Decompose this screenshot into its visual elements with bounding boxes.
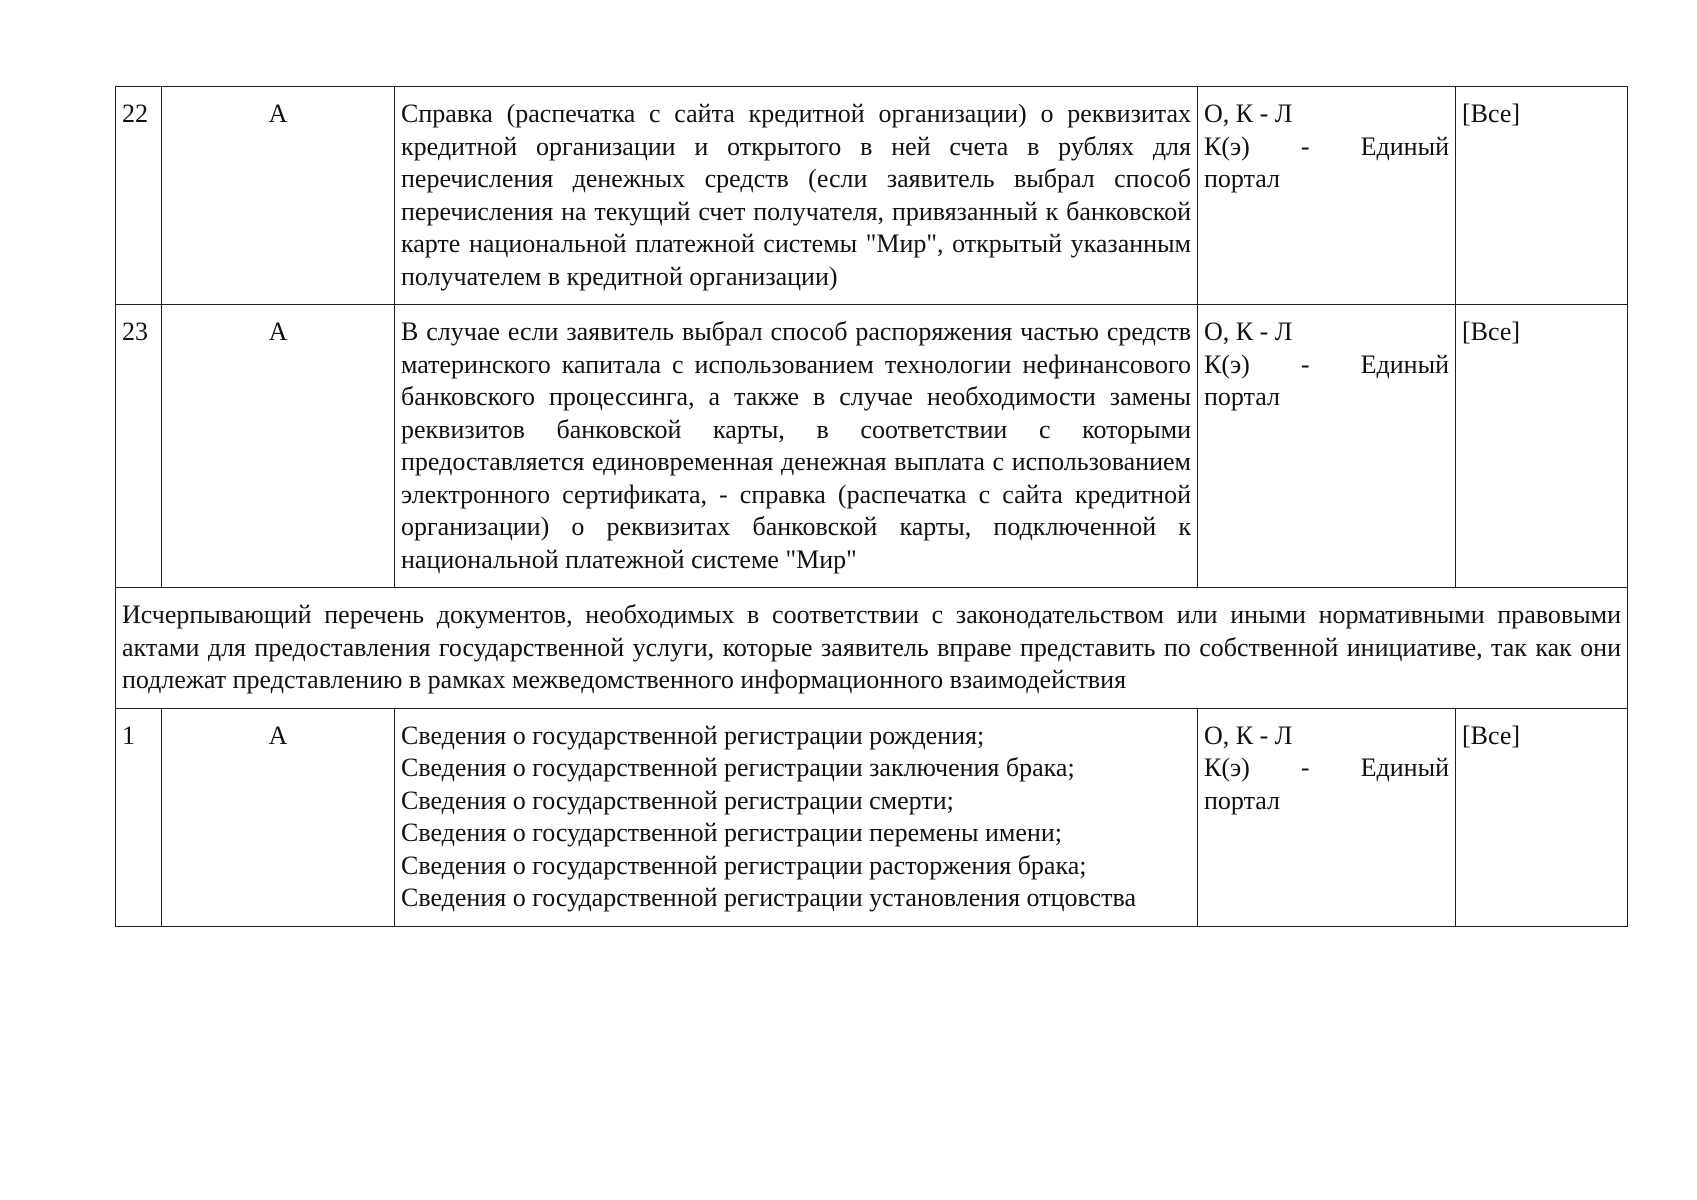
document-description bbox=[395, 708, 1198, 926]
scope-tag: [Все] bbox=[1456, 708, 1628, 926]
channel-line: портал bbox=[1204, 785, 1280, 815]
channel-line: О, К - Л bbox=[1204, 317, 1293, 346]
channel-word: Единый bbox=[1360, 349, 1449, 379]
channel-line: портал bbox=[1204, 164, 1280, 193]
channel-line bbox=[1204, 752, 1449, 785]
channel-code: К(э) bbox=[1204, 131, 1250, 161]
submission-channel bbox=[1198, 708, 1456, 926]
channel-line bbox=[1204, 349, 1449, 382]
document-description: Справка (распечатка с сайта кредитной организации) о реквизитах кредитной организации и открытого в ней счета в рублях для перечисления денежных средств (если заявитель выбрал способ перечисления на текущий счет получателя, привязанный к банковской карте национальной платежной системы "Мир", открытый указанным получателем в кредитной организации) bbox=[395, 87, 1198, 305]
channel-word: Единый bbox=[1360, 753, 1449, 782]
scope-tag: [Все] bbox=[1456, 87, 1628, 305]
channel-code: К(э) bbox=[1204, 349, 1250, 379]
documents-table bbox=[115, 86, 1628, 927]
applicant-type: А bbox=[162, 708, 395, 926]
table-row bbox=[116, 87, 1628, 305]
table-row bbox=[116, 708, 1628, 926]
submission-channel bbox=[1198, 305, 1456, 588]
table-row bbox=[116, 305, 1628, 588]
description-line: Сведения о государственной регистрации заключения брака; bbox=[401, 753, 1075, 782]
scope-tag: [Все] bbox=[1456, 305, 1628, 588]
channel-line: О, К - Л bbox=[1204, 720, 1293, 750]
document-description: В случае если заявитель выбрал способ распоряжения частью средств материнского капитала с использованием технологии нефинансового банковского процессинга, а также в случае необходимости замены реквизитов банковской карты, в соответствии с которыми предоставляется единовременная денежная выплата с использованием электронного сертификата, - справка (распечатка с сайта кредитной организации) о реквизитах банковской карты, подключенной к национальной платежной системе "Мир" bbox=[395, 305, 1198, 588]
submission-channel bbox=[1198, 87, 1456, 305]
description-line: Сведения о государственной регистрации установления отцовства bbox=[401, 883, 1136, 912]
row-number: 1 bbox=[116, 708, 162, 926]
channel-line bbox=[1204, 131, 1449, 164]
description-line: Сведения о государственной регистрации смерти; bbox=[401, 785, 954, 815]
channel-dash: - bbox=[1300, 349, 1310, 379]
channel-dash: - bbox=[1300, 753, 1310, 782]
row-number: 23 bbox=[116, 305, 162, 588]
description-line: Сведения о государственной регистрации расторжения брака; bbox=[401, 850, 1087, 880]
row-number: 22 bbox=[116, 87, 162, 305]
applicant-type: А bbox=[162, 87, 395, 305]
description-line: Сведения о государственной регистрации рождения; bbox=[401, 720, 985, 750]
channel-line: О, К - Л bbox=[1204, 99, 1293, 128]
applicant-type: А bbox=[162, 305, 395, 588]
description-line: Сведения о государственной регистрации перемены имени; bbox=[401, 818, 1062, 847]
section-heading: Исчерпывающий перечень документов, необходимых в соответствии с законодательством или иными нормативными правовыми актами для предоставления государственной услуги, которые заявитель вправе представить по собственной инициативе, так как они подлежат представлению в рамках межведомственного информационного взаимодействия bbox=[116, 588, 1628, 709]
channel-word: Единый bbox=[1360, 131, 1449, 161]
channel-dash: - bbox=[1300, 131, 1310, 161]
section-row bbox=[116, 588, 1628, 709]
channel-line: портал bbox=[1204, 382, 1280, 411]
channel-code: К(э) bbox=[1204, 753, 1250, 782]
